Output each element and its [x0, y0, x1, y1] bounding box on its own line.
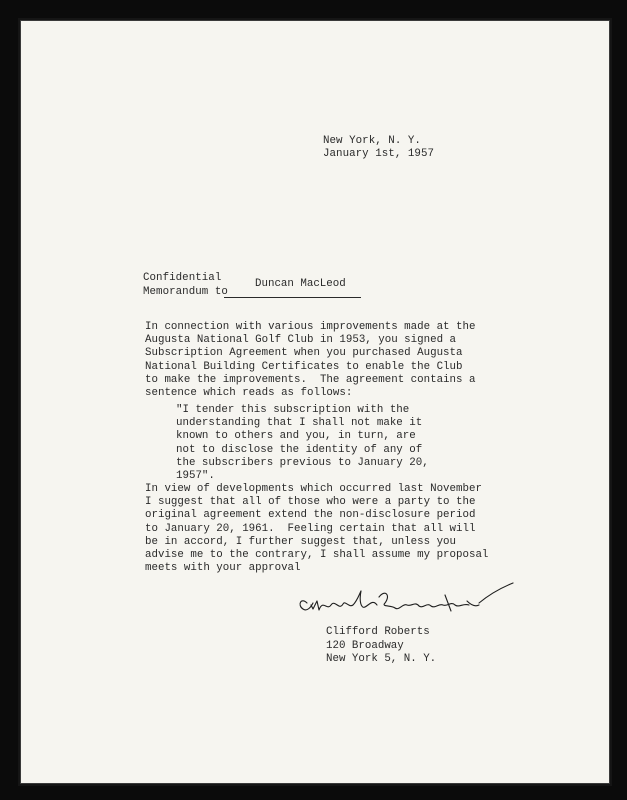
letter-date: January 1st, 1957 [323, 148, 434, 160]
text-line: to January 20, 1961. Feeling certain that all will [145, 522, 476, 535]
quote-line: not to disclose the identity of any of [176, 443, 423, 456]
memorandum-to-label: Memorandum to [143, 286, 228, 298]
text-line: meets with your approval [145, 562, 301, 575]
text-line: I suggest that all of those who were a party to the [145, 496, 476, 509]
quote-line: understanding that I shall not make it [176, 417, 423, 430]
text-line: Subscription Agreement when you purchased Augusta [145, 347, 463, 360]
sender-address: 120 Broadway [326, 639, 404, 652]
sender-city: New York 5, N. Y. [326, 653, 437, 666]
closing-block [326, 626, 436, 667]
paragraph-intro [145, 321, 475, 400]
text-line: to make the improvements. The agreement contains a [145, 373, 476, 386]
text-line: In view of developments which occurred last November [145, 483, 482, 495]
quote-line: the subscribers previous to January 20, [176, 456, 429, 469]
sender-name: Clifford Roberts [326, 626, 430, 638]
quote-line: "I tender this subscription with the [176, 404, 410, 416]
text-line: In connection with various improvements made at the [145, 321, 476, 333]
letter-place: New York, N. Y. [323, 135, 421, 147]
text-line: Augusta National Golf Club in 1953, you signed a [145, 334, 457, 347]
text-line: National Building Certificates to enable the Club [145, 360, 463, 373]
letter-page [20, 20, 610, 784]
quote-line: known to others and you, in turn, are [176, 430, 416, 443]
quote-line: 1957". [176, 470, 215, 483]
recipient-name: Duncan MacLeod [255, 278, 346, 290]
quoted-sentence [176, 404, 429, 483]
text-line: sentence which reads as follows: [145, 387, 353, 400]
text-line: advise me to the contrary, I shall assume my proposal [145, 549, 489, 562]
text-line: be in accord, I further suggest that, unless you [145, 535, 457, 548]
text-line: original agreement extend the non-disclosure period [145, 509, 476, 522]
paragraph-proposal [145, 483, 488, 575]
handwritten-signature [295, 581, 515, 623]
recipient-underline [224, 297, 361, 298]
confidential-label: Confidential [143, 272, 222, 284]
